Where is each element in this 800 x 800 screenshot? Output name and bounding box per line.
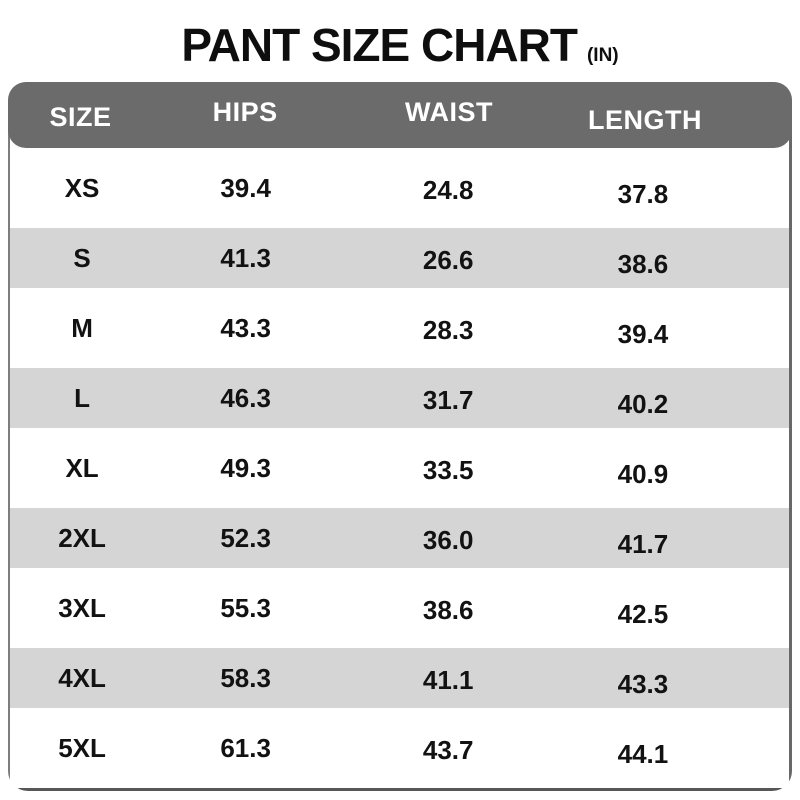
table-row bbox=[10, 368, 789, 428]
hips-value: 61.3 bbox=[220, 733, 271, 763]
hips-value: 58.3 bbox=[220, 663, 271, 693]
length-cell bbox=[559, 455, 726, 489]
table-row bbox=[10, 568, 789, 648]
hips-cell bbox=[154, 525, 337, 551]
header-label-waist: WAIST bbox=[404, 96, 493, 127]
length-cell bbox=[559, 315, 726, 349]
length-value: 44.1 bbox=[617, 739, 669, 769]
waist-value: 28.3 bbox=[422, 315, 474, 345]
header-cell-waist bbox=[337, 96, 560, 131]
hips-cell bbox=[154, 385, 337, 411]
size-cell bbox=[10, 455, 154, 481]
waist-cell bbox=[337, 665, 559, 695]
size-value: L bbox=[74, 383, 90, 413]
hips-value: 49.3 bbox=[220, 453, 271, 483]
hips-cell bbox=[154, 455, 337, 481]
size-value: M bbox=[71, 313, 93, 343]
waist-cell bbox=[337, 525, 559, 555]
table-row bbox=[10, 508, 789, 568]
waist-value: 33.5 bbox=[422, 455, 474, 485]
size-cell bbox=[10, 385, 154, 411]
size-value: S bbox=[73, 243, 91, 273]
waist-value: 26.6 bbox=[422, 245, 474, 275]
size-cell bbox=[10, 315, 154, 341]
length-cell bbox=[559, 175, 726, 209]
length-cell bbox=[559, 525, 726, 559]
size-cell bbox=[10, 735, 154, 761]
size-cell bbox=[10, 525, 154, 551]
size-value: XS bbox=[64, 173, 100, 203]
table-row bbox=[10, 708, 789, 788]
waist-cell bbox=[337, 455, 559, 485]
size-value: 2XL bbox=[58, 523, 106, 553]
length-value: 40.2 bbox=[617, 389, 669, 419]
size-cell bbox=[10, 175, 154, 201]
header-cell-length bbox=[561, 100, 730, 135]
hips-value: 43.3 bbox=[220, 313, 271, 343]
waist-cell bbox=[337, 175, 559, 205]
hips-cell bbox=[154, 175, 337, 201]
waist-cell bbox=[337, 245, 559, 275]
waist-cell bbox=[337, 735, 559, 765]
table-row bbox=[10, 148, 789, 228]
table-row bbox=[10, 428, 789, 508]
title-unit-label: (IN) bbox=[586, 45, 619, 66]
length-cell bbox=[559, 385, 726, 419]
length-cell bbox=[559, 665, 726, 699]
header-cell-hips bbox=[153, 96, 337, 131]
size-cell bbox=[10, 595, 154, 621]
table-header-row bbox=[8, 82, 792, 148]
length-value: 37.8 bbox=[617, 179, 669, 209]
header-label-length: LENGTH bbox=[587, 104, 702, 135]
hips-cell bbox=[154, 315, 337, 341]
length-value: 41.7 bbox=[617, 529, 669, 559]
length-cell bbox=[559, 245, 726, 279]
hips-cell bbox=[154, 665, 337, 691]
hips-cell bbox=[154, 245, 337, 271]
table-row bbox=[10, 288, 789, 368]
length-value: 43.3 bbox=[617, 669, 669, 699]
table-body bbox=[10, 148, 789, 788]
waist-cell bbox=[337, 315, 559, 345]
length-value: 40.9 bbox=[617, 459, 669, 489]
table-row bbox=[10, 228, 789, 288]
size-value: 5XL bbox=[58, 733, 106, 763]
size-chart-table bbox=[8, 82, 792, 791]
hips-cell bbox=[154, 595, 337, 621]
waist-cell bbox=[337, 595, 559, 625]
length-value: 42.5 bbox=[617, 599, 669, 629]
table-row bbox=[10, 648, 789, 708]
length-value: 38.6 bbox=[617, 249, 669, 279]
waist-value: 41.1 bbox=[422, 665, 474, 695]
waist-value: 24.8 bbox=[422, 175, 474, 205]
size-cell bbox=[10, 665, 154, 691]
hips-value: 55.3 bbox=[220, 593, 271, 623]
page-title bbox=[0, 0, 800, 71]
hips-cell bbox=[154, 735, 337, 761]
hips-value: 52.3 bbox=[220, 523, 271, 553]
size-value: 4XL bbox=[58, 663, 106, 693]
waist-cell bbox=[337, 385, 559, 415]
size-value: XL bbox=[65, 453, 99, 483]
header-label-size: SIZE bbox=[49, 101, 112, 132]
header-label-hips: HIPS bbox=[212, 96, 278, 127]
size-cell bbox=[10, 245, 154, 271]
length-cell bbox=[559, 595, 726, 629]
waist-value: 38.6 bbox=[422, 595, 474, 625]
hips-value: 41.3 bbox=[220, 243, 271, 273]
title-text: PANT SIZE CHART bbox=[181, 19, 577, 71]
hips-value: 39.4 bbox=[220, 173, 271, 203]
length-value: 39.4 bbox=[617, 319, 669, 349]
waist-value: 31.7 bbox=[422, 385, 474, 415]
hips-value: 46.3 bbox=[220, 383, 271, 413]
waist-value: 43.7 bbox=[422, 735, 474, 765]
length-cell bbox=[559, 735, 726, 769]
header-cell-size bbox=[8, 100, 153, 131]
size-value: 3XL bbox=[58, 593, 106, 623]
waist-value: 36.0 bbox=[422, 525, 474, 555]
